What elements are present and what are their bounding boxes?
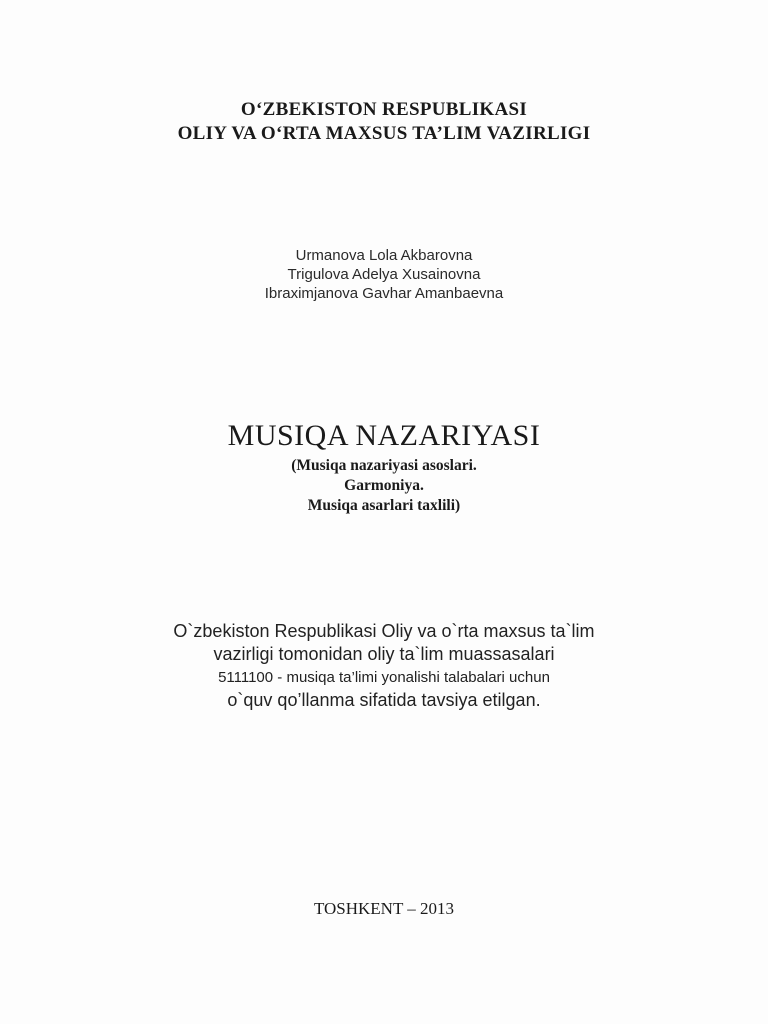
subtitle-line-1: (Musiqa nazariyasi asoslari. <box>291 457 477 474</box>
ministry-header <box>0 98 768 146</box>
place-and-year: TOSHKENT – 2013 <box>313 899 455 918</box>
recommendation-note <box>0 620 768 712</box>
ministry-line-2: OLIY VA O‘RTA MAXSUS TA’LIM VAZIRLIGI <box>177 123 591 144</box>
subtitle-line-3: Musiqa asarlari taxlili) <box>307 497 461 514</box>
recommendation-line-3: 5111100 - musiqa ta’limi yonalishi talabalari uchun <box>218 669 550 686</box>
recommendation-line-4: o`quv qo’llanma sifatida tavsiya etilgan. <box>227 690 541 710</box>
ministry-line-1: O‘ZBEKISTON RESPUBLIKASI <box>240 99 528 120</box>
author-name: Ibraximjanova Gavhar Amanbaevna <box>264 285 504 302</box>
book-title: MUSIQA NAZARIYASI <box>227 419 541 452</box>
recommendation-line-2: vazirligi tomonidan oliy ta`lim muassasalari <box>213 644 555 664</box>
recommendation-line-1: O`zbekiston Respublikasi Oliy va o`rta maxsus ta`lim <box>173 621 595 641</box>
author-list <box>0 246 768 303</box>
author-name: Trigulova Adelya Xusainovna <box>287 266 481 283</box>
author-name: Urmanova Lola Akbarovna <box>295 247 473 264</box>
book-subtitle <box>0 456 768 516</box>
subtitle-line-2: Garmoniya. <box>344 477 424 494</box>
